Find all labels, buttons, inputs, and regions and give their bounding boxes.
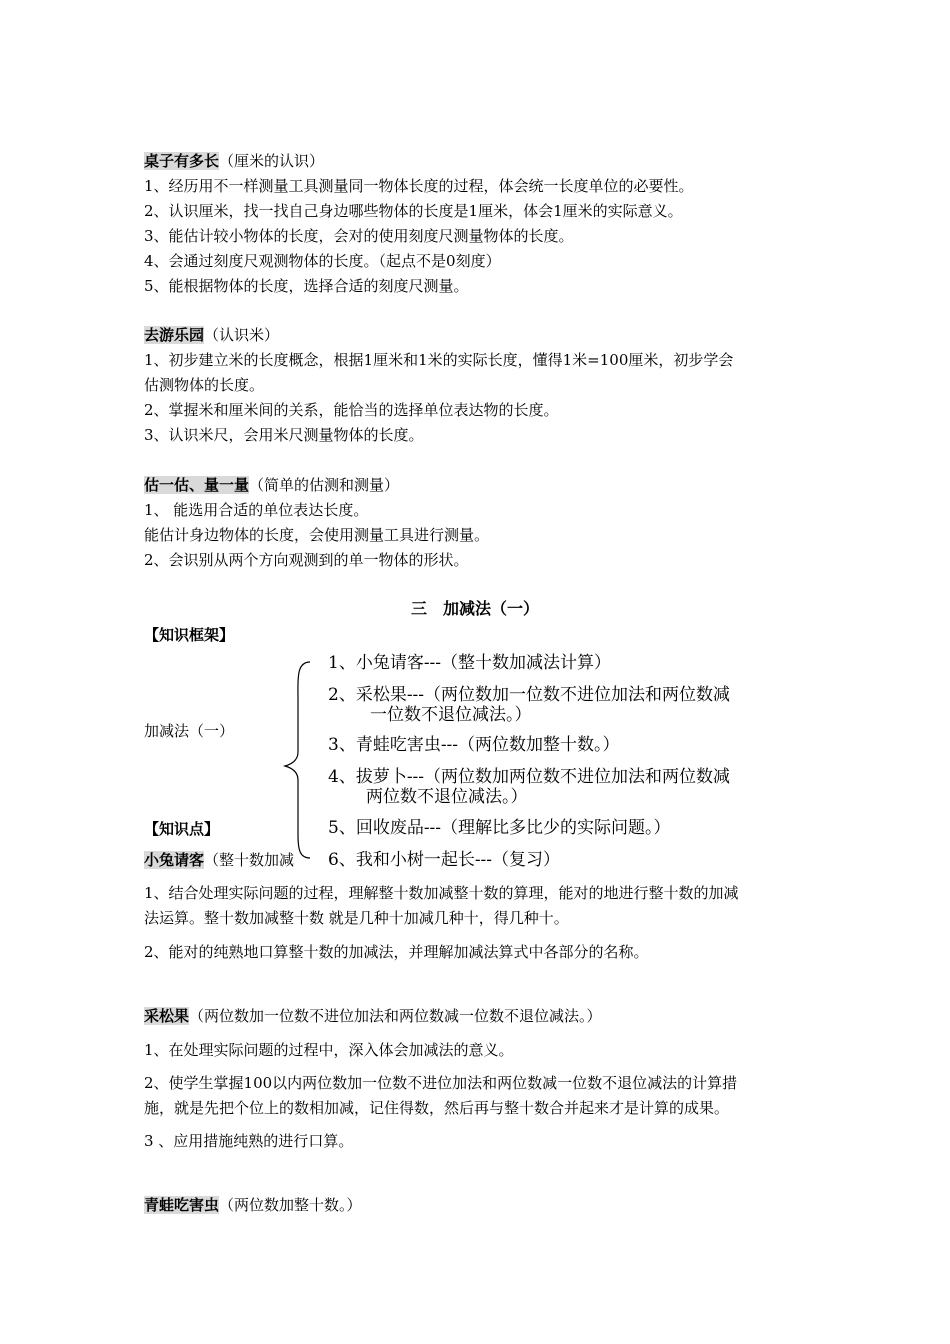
section-heading (144, 849, 316, 871)
list-item: 1、初步建立米的长度概念，根据1厘米和1米的实际长度，懂得1米=100厘米，初步学会 (144, 351, 734, 369)
section-subtitle: （两位数加一位数不进位加法和两位数减一位数不退位减法。） (189, 1007, 602, 1025)
list-item: 3 、应用措施纯熟的进行口算。 (144, 1132, 354, 1150)
section-subtitle: （简单的估测和测量） (249, 476, 400, 494)
framework-root: 加减法（一） (144, 722, 235, 740)
section-title: 小兔请客 (144, 851, 205, 869)
list-item: 1、在处理实际问题的过程中，深入体会加减法的意义。 (144, 1041, 514, 1059)
list-item: 法运算。整十数加减整十数 就是几种十加减几种十，得几种十。 (144, 909, 569, 927)
list-item: 2、能对的纯熟地口算整十数的加减法，并理解加减法算式中各部分的名称。 (144, 943, 649, 961)
section-heading (144, 1005, 602, 1027)
list-item: 2、认识厘米，找一找自己身边哪些物体的长度是1厘米，体会1厘米的实际意义。 (144, 202, 683, 220)
framework-branch: 1、小兔请客---（整十数加减法计算） (328, 653, 612, 673)
list-item: 2、使学生掌握100以内两位数加一位数不进位加法和两位数减一位数不退位减法的计算措 (144, 1074, 738, 1092)
list-item: 4、会通过刻度尺观测物体的长度。（起点不是0刻度） (144, 252, 501, 270)
section-subtitle: （厘米的认识） (219, 152, 325, 170)
framework-branch: 一位数不退位减法。） (370, 705, 532, 725)
section-title: 青蛙吃害虫 (144, 1196, 220, 1214)
list-item: 3、认识米尺，会用米尺测量物体的长度。 (144, 426, 424, 444)
framework-branch: 两位数不退位减法。） (366, 787, 528, 807)
brace-icon (282, 660, 312, 860)
section-title: 桌子有多长 (144, 152, 220, 170)
section-subtitle: （整十数加减 (204, 851, 295, 869)
section-heading (144, 150, 324, 172)
chapter-title: 三 加减法（一） (410, 599, 539, 618)
list-item: 施，就是先把个位上的数相加减，记住得数，然后再与整十数合并起来才是计算的成果。 (144, 1099, 730, 1117)
list-item: 1、经历用不一样测量工具测量同一物体长度的过程，体会统一长度单位的必要性。 (144, 177, 694, 195)
section-heading (144, 1194, 362, 1216)
section-title: 估一估、量一量 (144, 476, 250, 494)
list-item: 3、能估计较小物体的长度，会对的使用刻度尺测量物体的长度。 (144, 227, 574, 245)
section-heading (144, 324, 279, 346)
framework-label: 【知识框架】 (144, 626, 235, 644)
list-item: 2、掌握米和厘米间的关系，能恰当的选择单位表达物的长度。 (144, 401, 559, 419)
section-heading (144, 474, 399, 496)
section-title: 采松果 (144, 1007, 190, 1025)
framework-branch: 3、青蛙吃害虫---（两位数加整十数。） (328, 735, 620, 755)
section-subtitle: （认识米） (204, 326, 280, 344)
section-title: 去游乐园 (144, 326, 205, 344)
list-item: 1、结合处理实际问题的过程，理解整十数加减整十数的算理，能对的地进行整十数的加减 (144, 884, 739, 902)
framework-branch: 2、采松果---（两位数加一位数不进位加法和两位数减 (328, 685, 731, 705)
list-item: 2、会识别从两个方向观测到的单一物体的形状。 (144, 551, 469, 569)
points-label: 【知识点】 (144, 820, 220, 838)
framework-branch: 4、拔萝卜---（两位数加两位数不进位加法和两位数减 (328, 767, 731, 787)
framework-branch: 6、我和小树一起长---（复习） (328, 850, 561, 870)
section-subtitle: （两位数加整十数。） (219, 1196, 362, 1214)
list-item: 1、 能选用合适的单位表达长度。 (144, 501, 369, 519)
list-item: 5、能根据物体的长度，选择合适的刻度尺测量。 (144, 277, 469, 295)
list-item: 能估计身边物体的长度，会使用测量工具进行测量。 (144, 526, 490, 544)
framework-branch: 5、回收废品---（理解比多比少的实际问题。） (328, 818, 671, 838)
list-item: 估测物体的长度。 (144, 376, 265, 394)
